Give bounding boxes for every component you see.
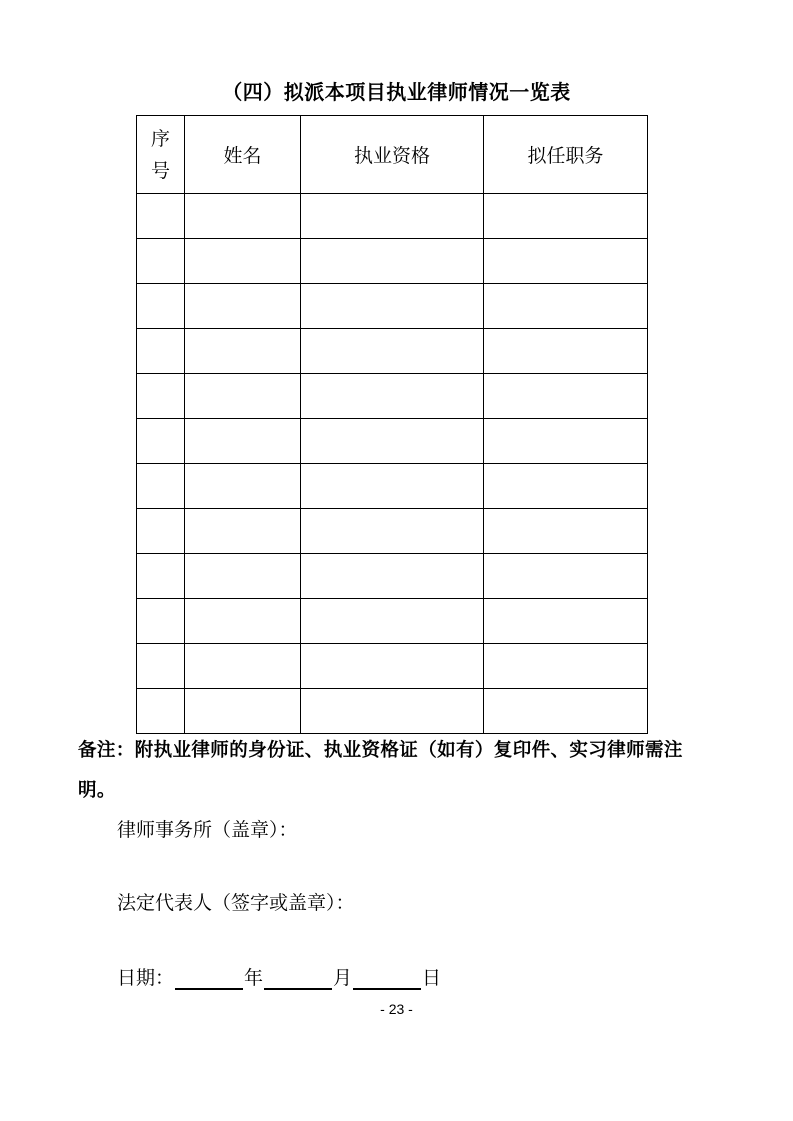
- year-label: 年: [244, 967, 264, 989]
- cell-position[interactable]: [484, 329, 648, 374]
- month-label: 月: [333, 967, 353, 989]
- cell-position[interactable]: [484, 689, 648, 734]
- cell-name[interactable]: [185, 464, 301, 509]
- table-row: [137, 239, 648, 284]
- table-row: [137, 509, 648, 554]
- cell-qualification[interactable]: [301, 419, 484, 464]
- table-row: [137, 644, 648, 689]
- cell-name[interactable]: [185, 329, 301, 374]
- cell-position[interactable]: [484, 284, 648, 329]
- cell-position[interactable]: [484, 644, 648, 689]
- header-name: 姓名: [185, 116, 301, 194]
- table-row: [137, 194, 648, 239]
- date-line: [117, 963, 441, 990]
- day-blank[interactable]: [353, 966, 421, 990]
- cell-seq[interactable]: [137, 644, 185, 689]
- table-row: [137, 374, 648, 419]
- table-row: [137, 464, 648, 509]
- cell-name[interactable]: [185, 689, 301, 734]
- page-number: - 23 -: [380, 1001, 413, 1017]
- table-row: [137, 689, 648, 734]
- remark-line-1: 备注：附执业律师的身份证、执业资格证（如有）复印件、实习律师需注: [78, 740, 683, 761]
- cell-seq[interactable]: [137, 419, 185, 464]
- page-title: （四）拟派本项目执业律师情况一览表: [222, 80, 571, 104]
- lawyer-roster-table: [136, 115, 648, 734]
- cell-seq[interactable]: [137, 509, 185, 554]
- day-label: 日: [422, 967, 442, 989]
- header-seq-line1: 序: [150, 127, 170, 150]
- cell-position[interactable]: [484, 554, 648, 599]
- cell-seq[interactable]: [137, 194, 185, 239]
- cell-seq[interactable]: [137, 689, 185, 734]
- cell-qualification[interactable]: [301, 644, 484, 689]
- cell-qualification[interactable]: [301, 329, 484, 374]
- remark-line-2: 明。: [78, 780, 116, 801]
- cell-position[interactable]: [484, 374, 648, 419]
- table-row: [137, 554, 648, 599]
- cell-position[interactable]: [484, 599, 648, 644]
- cell-qualification[interactable]: [301, 599, 484, 644]
- cell-qualification[interactable]: [301, 239, 484, 284]
- header-position: 拟任职务: [484, 116, 648, 194]
- cell-qualification[interactable]: [301, 284, 484, 329]
- cell-seq[interactable]: [137, 239, 185, 284]
- cell-qualification[interactable]: [301, 464, 484, 509]
- cell-qualification[interactable]: [301, 194, 484, 239]
- cell-name[interactable]: [185, 239, 301, 284]
- table-row: [137, 329, 648, 374]
- cell-name[interactable]: [185, 284, 301, 329]
- cell-qualification[interactable]: [301, 554, 484, 599]
- cell-name[interactable]: [185, 644, 301, 689]
- cell-seq[interactable]: [137, 329, 185, 374]
- legal-representative-label: 法定代表人（签字或盖章）：: [117, 892, 355, 914]
- table-row: [137, 599, 648, 644]
- cell-seq[interactable]: [137, 284, 185, 329]
- cell-name[interactable]: [185, 599, 301, 644]
- cell-seq[interactable]: [137, 374, 185, 419]
- date-label: 日期：: [117, 967, 175, 989]
- year-blank[interactable]: [175, 966, 243, 990]
- cell-name[interactable]: [185, 419, 301, 464]
- cell-seq[interactable]: [137, 464, 185, 509]
- cell-qualification[interactable]: [301, 509, 484, 554]
- cell-qualification[interactable]: [301, 374, 484, 419]
- table-row: [137, 419, 648, 464]
- firm-seal-label: 律师事务所（盖章）：: [117, 819, 298, 841]
- cell-name[interactable]: [185, 194, 301, 239]
- cell-name[interactable]: [185, 374, 301, 419]
- cell-qualification[interactable]: [301, 689, 484, 734]
- header-seq-line2: 号: [150, 159, 170, 182]
- cell-position[interactable]: [484, 239, 648, 284]
- cell-seq[interactable]: [137, 599, 185, 644]
- cell-position[interactable]: [484, 194, 648, 239]
- table-row: [137, 284, 648, 329]
- header-qualification: 执业资格: [301, 116, 484, 194]
- cell-name[interactable]: [185, 509, 301, 554]
- header-seq: [137, 116, 185, 194]
- cell-position[interactable]: [484, 509, 648, 554]
- cell-position[interactable]: [484, 419, 648, 464]
- table-header-row: [137, 116, 648, 194]
- cell-position[interactable]: [484, 464, 648, 509]
- cell-name[interactable]: [185, 554, 301, 599]
- month-blank[interactable]: [264, 966, 332, 990]
- cell-seq[interactable]: [137, 554, 185, 599]
